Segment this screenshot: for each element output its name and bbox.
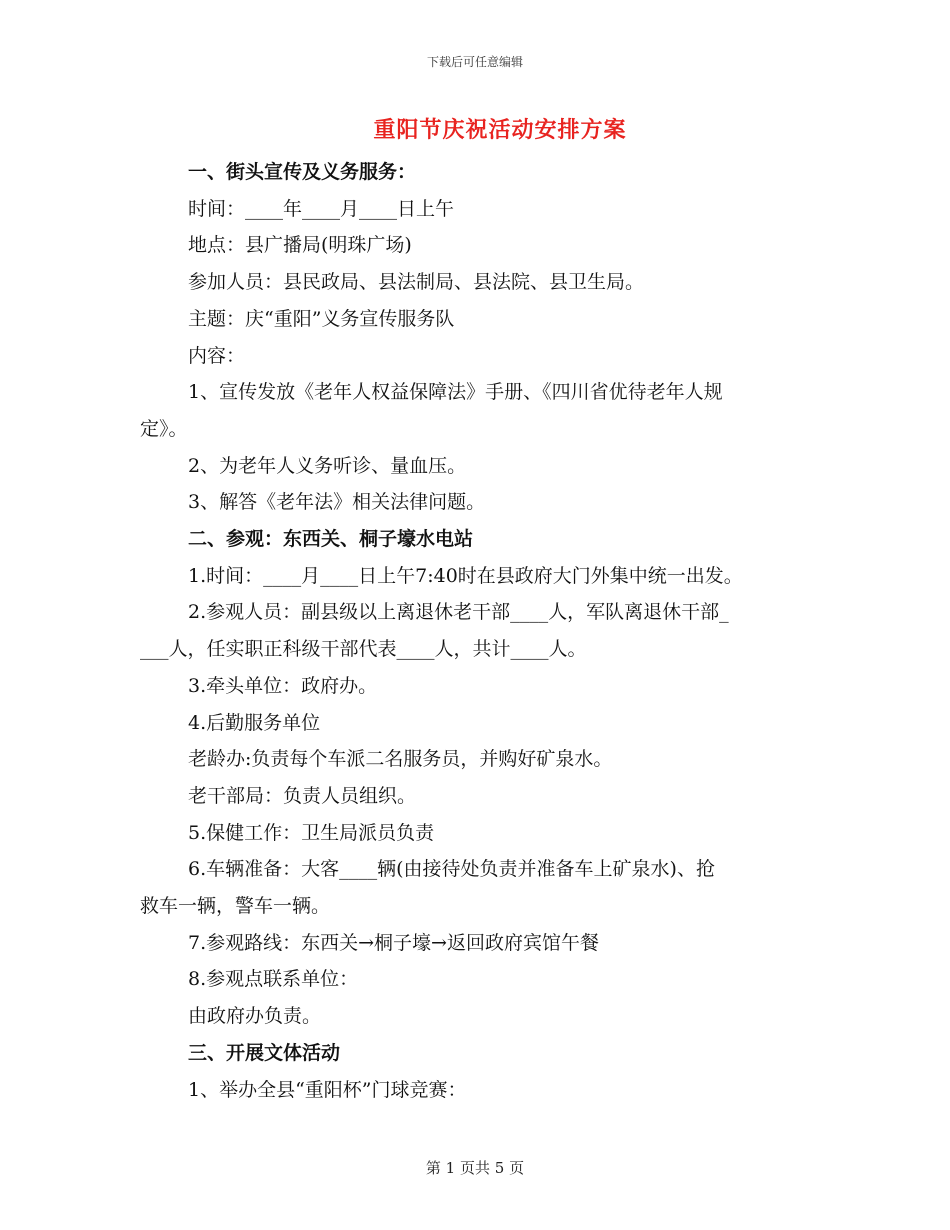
body-line: 2.参观人员：副县级以上离退休老干部____人，军队离退休干部_	[188, 601, 729, 624]
body-line: 8.参观点联系单位：	[188, 968, 359, 991]
body-line: 1、举办全县“重阳杯”门球竞赛：	[188, 1078, 467, 1101]
page-footer: 第 1 页共 5 页	[425, 1159, 525, 1177]
document-body	[140, 154, 820, 1108]
body-line: 1.时间：____月____日上午7:40时在县政府大门外集中统一出发。	[188, 564, 743, 587]
body-line: 定》。	[140, 417, 188, 440]
body-line: 老龄办:负责每个车派二名服务员，并购好矿泉水。	[188, 748, 613, 771]
body-line: 4.后勤服务单位	[188, 711, 321, 734]
body-line: 救车一辆，警车一辆。	[140, 895, 331, 918]
body-line: 主题：庆“重阳”义务宣传服务队	[188, 307, 455, 330]
document-title: 重阳节庆祝活动安排方案	[373, 117, 627, 143]
body-line: 时间：____年____月____日上午	[188, 197, 455, 220]
body-line: 参加人员：县民政局、县法制局、县法院、县卫生局。	[188, 271, 645, 294]
section-heading: 二、参观：东西关、桐子壕水电站	[188, 528, 474, 551]
body-line: 地点：县广播局(明珠广场)	[188, 234, 412, 257]
header-note: 下载后可任意编辑	[426, 55, 523, 69]
body-line: 3、解答《老年法》相关法律问题。	[188, 491, 486, 514]
body-line: 7.参观路线：东西关→桐子壕→返回政府宾馆午餐	[188, 931, 599, 954]
body-line: 由政府办负责。	[188, 1005, 322, 1028]
body-line: 内容：	[188, 344, 246, 367]
body-line: 1、宣传发放《老年人权益保障法》手册、《四川省优待老年人规	[188, 381, 723, 404]
body-line: 老干部局：负责人员组织。	[188, 784, 417, 807]
body-line: 5.保健工作：卫生局派员负责	[188, 821, 435, 844]
section-heading: 三、开展文体活动	[188, 1041, 341, 1064]
body-line: ___人，任实职正科级干部代表____人，共计____人。	[140, 638, 587, 661]
body-line: 6.车辆准备：大客____辆(由接待处负责并准备车上矿泉水)、抢	[188, 858, 715, 881]
body-line: 3.牵头单位：政府办。	[188, 674, 378, 697]
section-heading: 一、街头宣传及义务服务：	[188, 161, 417, 183]
body-line: 2、为老年人义务听诊、量血压。	[188, 454, 467, 477]
